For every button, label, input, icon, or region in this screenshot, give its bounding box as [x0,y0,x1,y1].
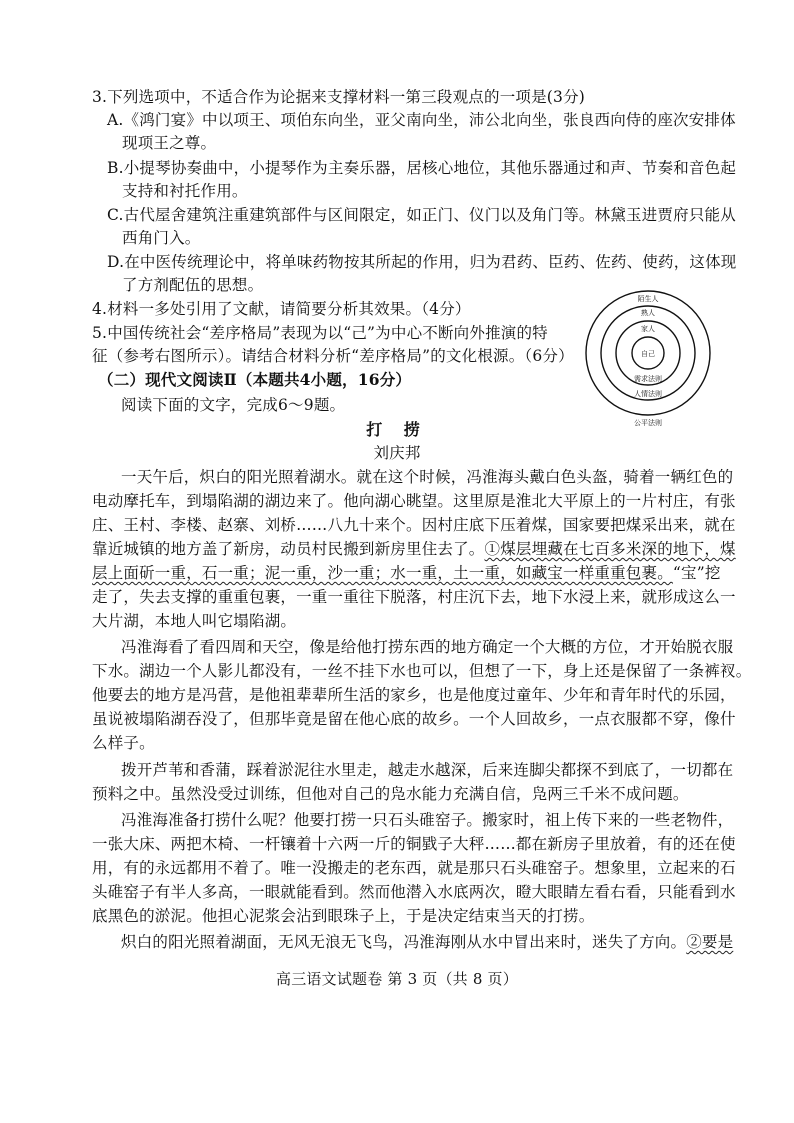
p1-line3: 庄、王村、李楼、赵寨、刘桥……八九十来个。因村庄底下压着煤，国家要把煤采出来，就在 [92,516,736,534]
section-heading: （二）现代文阅读Ⅱ（本题共4小题，16分） [98,370,412,389]
section-instruction: 阅读下面的文字，完成6～9题。 [121,396,346,414]
q5-line2: 征（参考右图所示）。请结合材料分析“差序格局”的文化根源。（6分） [92,347,574,365]
p3-line2: 预料之中。虽然没受过训练，但他对自己的凫水能力充满自信，凫两三千米不成问题。 [92,785,689,803]
p4-line2: 一张大床、两把木椅、一杆镶着十六两一斤的铜戥子大秤……都在新房子里放着，有的还在使 [92,835,736,853]
p2-line3: 他要去的地方是冯营，是他祖辈辈所生活的家乡，也是他度过童年、少年和青年时代的乐园， [92,686,736,704]
p2-line2: 下水。湖边一个人影儿都没有，一丝不挂下水也可以，但想了一下，身上还是保留了一条裤衩。 [92,662,752,680]
p1-line1: 一天午后，炽白的阳光照着湖水。就在这个时候，冯淮海头戴白色头盔，骑着一辆红色的 [121,468,734,486]
q3-option-a-line2: 现项王之尊。 [122,134,217,152]
page-footer: 高三语文试题卷 第 3 页（共 8 页） [276,970,518,988]
p4-line4: 头碓窑子有半人多高，一眼就能看到。然而他潜入水底两次，瞪大眼睛左看右看，只能看到水 [92,883,736,901]
q3-stem: 3.下列选项中，不适合作为论据来支撑材料一第三段观点的一项是(3分) [92,88,586,106]
p4-line1: 冯淮海准备打捞什么呢？他要打捞一只石头碓窑子。搬家时，祖上传下来的一些老物件， [121,811,734,829]
p1-line2: 电动摩托车，到塌陷湖的湖边来了。他向湖心眺望。这里原是淮北大平原上的一片村庄，有张 [92,492,736,510]
rule-fairness: 公平法则 [634,419,662,427]
p5-line1 [121,932,733,952]
p2-line4: 虽说被塌陷湖吞没了，但那毕竟是留在他心底的故乡。一个人回故乡，一点衣服都不穿，像什 [92,710,736,728]
q3-option-d-line2: 了方剂配伍的思想。 [122,276,264,294]
p2-line1: 冯淮海看了看四周和天空，像是给他打捞东西的地方确定一个大概的方位，才开始脱衣服 [121,638,734,656]
p1-line5-after: “宝”挖 [672,564,721,582]
ring-label-self: 自己 [641,350,655,358]
q5-line1: 5.中国传统社会“差序格局”表现为以“己”为中心不断向外推演的特 [92,324,548,342]
ring-label-acquaintances: 熟人 [641,309,655,317]
rule-favor: 人情法则 [634,390,662,398]
p4-line3: 用，有的永远都用不着了。唯一没搬走的老东西，就是那只石头碓窑子。想象里，立起来的石 [92,859,736,877]
marked-sentence-1-start: ①煤层埋藏在七百多米深的地下，煤 [484,540,736,558]
marked-sentence-1-end: 层上面斫一重，石一重；泥一重，沙一重；水一重，土一重，如藏宝一样重重包裹。 [92,564,673,582]
marked-sentence-2-start: ②要是 [686,933,734,951]
ring-label-family: 家人 [641,325,655,333]
p1-line6: 走了，失去支撑的重重包裹，一重一重往下脱落，村庄沉下去，地下水浸上来，就形成这么一 [92,588,736,606]
q3-option-c-line2: 西角门入。 [122,229,201,247]
q4: 4.材料一多处引用了文献，请简要分析其效果。（4分） [92,300,471,318]
p1-line4 [92,539,736,559]
p1-line7: 大片湖，本地人叫它塌陷湖。 [92,612,297,630]
p1-line4-text: 靠近城镇的地方盖了新房，动员村民搬到新房里住去了。 [92,540,485,558]
p1-line5 [92,563,721,583]
p4-line5: 底黑色的淤泥。他担心泥浆会沾到眼珠子上，于是决定结束当天的打捞。 [92,907,595,925]
p5-text: 炽白的阳光照着湖面，无风无浪无飞鸟，冯淮海刚从水中冒出来时，迷失了方向。 [121,933,687,951]
q3-option-b-line1: B.小提琴协奏曲中，小提琴作为主奏乐器，居核心地位，其他乐器通过和声、节奏和音色起 [107,159,737,177]
rule-need: 需求法则 [634,375,662,383]
ring-label-strangers: 陌生人 [637,295,659,303]
differential-pattern-diagram [584,280,712,432]
q3-option-b-line2: 支持和衬托作用。 [122,182,248,200]
article-author: 刘庆邦 [373,444,421,462]
article-title: 打 捞 [366,420,428,439]
q3-option-c-line1: C.古代屋舍建筑注重建筑部件与区间限定，如正门、仪门以及角门等。林黛玉进贾府只能从 [107,206,736,224]
p2-line5: 么样子。 [92,734,155,752]
q3-option-a-line1: A.《鸿门宴》中以项王、项伯东向坐，亚父南向坐，沛公北向坐，张良西向侍的座次安排体 [107,111,736,129]
p3-line1: 拨开芦苇和香蒲，踩着淤泥往水里走，越走水越深，后来连脚尖都探不到底了，一切都在 [121,761,734,779]
q3-option-d-line1: D.在中医传统理论中，将单味药物按其所起的作用，归为君药、臣药、佐药、使药，这体现 [107,253,737,271]
